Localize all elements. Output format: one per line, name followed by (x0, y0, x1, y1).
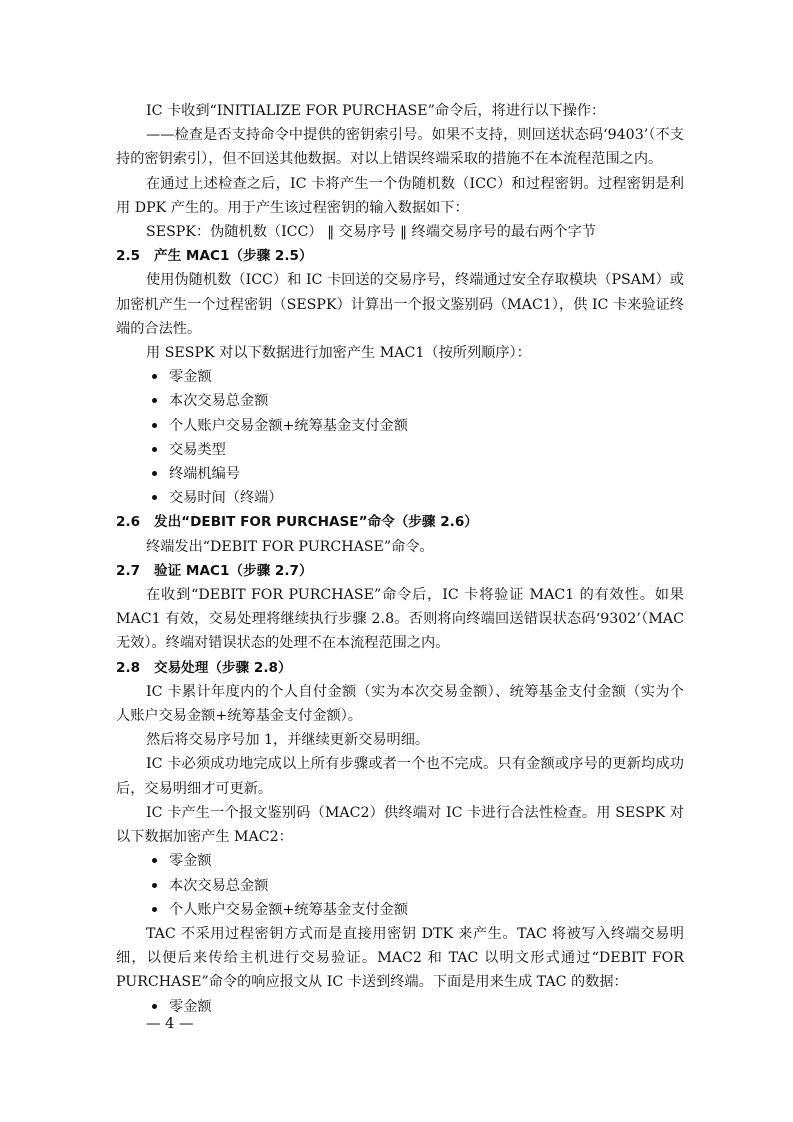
paragraph: 用 SESPK 对以下数据进行加密产生 MAC1（按所列顺序）： (146, 345, 531, 362)
bullet-icon (152, 423, 157, 428)
list-item: 本次交易总金额 (116, 389, 684, 413)
section-number: 2.5 (116, 248, 141, 265)
section-heading-2-8 (116, 656, 684, 680)
section-title: 交易处理（步骤 2.8） (154, 659, 292, 676)
document-body (116, 99, 684, 1019)
paragraph: 然后将交易序号加 1，并继续更新交易明细。 (146, 732, 430, 749)
section-number: 2.7 (116, 562, 141, 579)
section-heading-2-5 (116, 244, 684, 268)
section-number: 2.6 (116, 514, 141, 531)
bullet-icon (152, 907, 157, 912)
bullet-icon (152, 1004, 157, 1009)
paragraph: 在收到“DEBIT FOR PURCHASE”命令后，IC 卡将验证 MAC1 的有效性。如果 MAC1 有效，交易处理将继续执行步骤 2.8。否则将向终端回送错误状态码‘9302’（MAC 无效）。终端对错误状态的处理不在本流程范围之内。 (116, 587, 684, 652)
paragraph: IC 卡产生一个报文鉴别码（MAC2）供终端对 IC 卡进行合法性检查。用 SESPK 对以下数据加密产生 MAC2： (116, 804, 684, 846)
paragraph: SESPK：伪随机数（ICC） ‖ 交易序号 ‖ 终端交易序号的最右两个字节 (146, 224, 596, 241)
paragraph: 终端发出“DEBIT FOR PURCHASE”命令。 (146, 538, 434, 555)
paragraph: 使用伪随机数（ICC）和 IC 卡回送的交易序号，终端通过安全存取模块（PSAM）或加密机产生一个过程密钥（SESPK）计算出一个报文鉴别码（MAC1），供 IC 卡来验证终端的合法性。 (116, 272, 684, 337)
paragraph: IC 卡必须成功地完成以上所有步骤或者一个也不完成。只有金额或序号的更新均成功后，交易明细才可更新。 (116, 756, 684, 797)
paragraph: TAC 不采用过程密钥方式而是直接用密钥 DTK 来产生。TAC 将被写入终端交易明细，以便后来传给主机进行交易验证。MAC2 和 TAC 以明文形式通过“DEBIT FOR PURCHASE”命令的响应报文从 IC 卡送到终端。下面是用来生成 TAC 的数据： (116, 925, 684, 991)
list-item: 终端机编号 (116, 462, 684, 486)
bullet-list (116, 365, 684, 510)
paragraph: ——检查是否支持命令中提供的密钥索引号。如果不支持，则回送状态码‘9403’（不支持的密钥索引），但不回送其他数据。对以上错误终端采取的措施不在本流程范围之内。 (116, 127, 684, 168)
list-item: 交易类型 (116, 438, 684, 462)
section-heading-2-7 (116, 559, 684, 583)
list-item: 个人账户交易金额+统筹基金支付金额 (116, 898, 684, 922)
list-item: 零金额 (116, 365, 684, 389)
section-number: 2.8 (116, 659, 141, 676)
section-title: 验证 MAC1（步骤 2.7） (154, 562, 313, 579)
bullet-list (116, 995, 684, 1019)
list-item: 本次交易总金额 (116, 874, 684, 898)
paragraph: 在通过上述检查之后，IC 卡将产生一个伪随机数（ICC）和过程密钥。过程密钥是利用 DPK 产生的。用于产生该过程密钥的输入数据如下： (116, 175, 684, 216)
section-title: 发出“DEBIT FOR PURCHASE”命令（步骤 2.6） (154, 514, 478, 531)
paragraph: IC 卡累计年度内的个人自付金额（实为本次交易金额）、统筹基金支付金额（实为个人账户交易金额+统筹基金支付金额）。 (116, 683, 684, 725)
section-title: 产生 MAC1（步骤 2.5） (154, 248, 313, 265)
page-number: — 4 — (146, 1016, 194, 1032)
paragraph: IC 卡收到“INITIALIZE FOR PURCHASE”命令后，将进行以下操作： (146, 103, 606, 119)
bullet-icon (152, 447, 157, 452)
section-heading-2-6 (116, 510, 684, 534)
bullet-list (116, 849, 684, 922)
list-item: 交易时间（终端） (116, 486, 684, 510)
bullet-icon (152, 883, 157, 888)
list-item: 个人账户交易金额+统筹基金支付金额 (116, 414, 684, 438)
list-item: 零金额 (116, 995, 684, 1019)
list-item: 零金额 (116, 849, 684, 873)
